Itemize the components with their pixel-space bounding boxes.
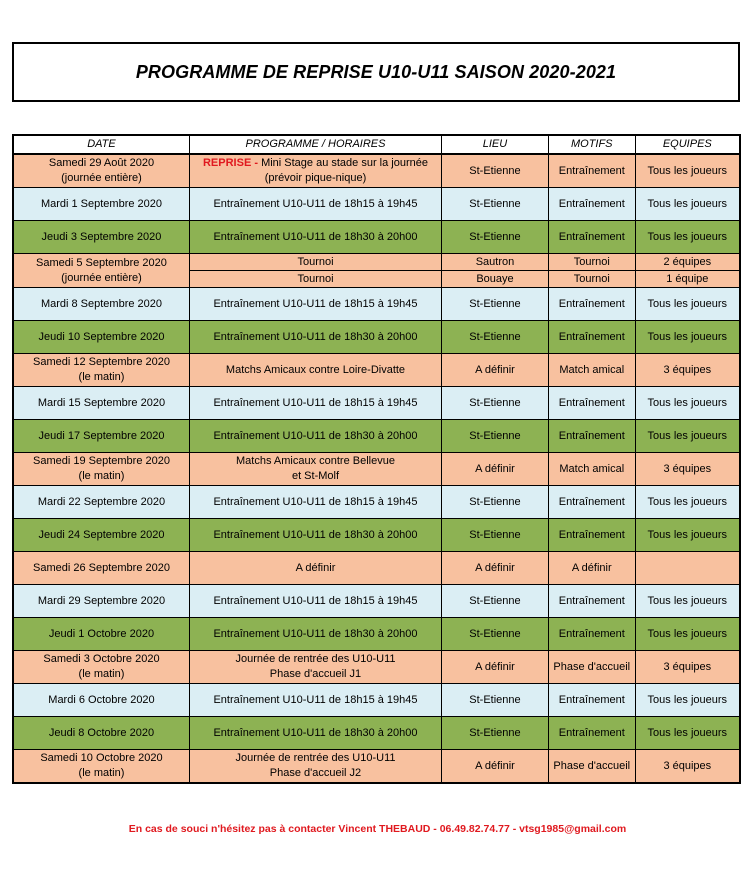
- equipe-cell: Tous les joueurs: [635, 154, 740, 188]
- programme-cell: Entraînement U10-U11 de 18h15 à 19h45: [189, 188, 441, 221]
- equipe-cell: Tous les joueurs: [635, 321, 740, 354]
- programme-cell-line2: Phase d'accueil J2: [269, 767, 362, 779]
- equipe-cell: Tous les joueurs: [635, 717, 740, 750]
- table-row: [13, 552, 740, 585]
- equipe-cell: Tous les joueurs: [635, 420, 740, 453]
- motif-cell: Entraînement: [548, 519, 635, 552]
- date-cell-line1: Samedi 5 Septembre 2020: [36, 256, 167, 269]
- schedule-table: [12, 134, 741, 784]
- header-motifs: MOTIFS: [548, 135, 635, 154]
- programme-cell: [189, 453, 441, 486]
- programme-cell-line1: Matchs Amicaux contre Bellevue: [236, 455, 395, 467]
- page-title: PROGRAMME DE REPRISE U10-U11 SAISON 2020-2021: [135, 61, 617, 82]
- motif-cell: Entraînement: [548, 387, 635, 420]
- programme-cell-line1: Journée de rentrée des U10-U11: [235, 653, 396, 665]
- programme-cell: Entraînement U10-U11 de 18h30 à 20h00: [189, 221, 441, 254]
- lieu-cell: Sautron: [442, 254, 549, 271]
- table-row: [13, 254, 740, 271]
- lieu-cell: A définir: [442, 354, 549, 387]
- equipe-cell: Tous les joueurs: [635, 684, 740, 717]
- table-row: [13, 188, 740, 221]
- programme-cell-line2: Phase d'accueil J1: [269, 668, 362, 680]
- table-row: [13, 154, 740, 188]
- lieu-cell: St-Etienne: [442, 321, 549, 354]
- motif-cell: Entraînement: [548, 486, 635, 519]
- programme-text: Mini Stage au stade sur la journée: [261, 157, 428, 169]
- programme-cell: [189, 154, 441, 188]
- table-row: [13, 618, 740, 651]
- date-cell: Mardi 15 Septembre 2020: [13, 387, 189, 420]
- date-cell-line2: (le matin): [78, 767, 125, 779]
- table-row: [13, 354, 740, 387]
- lieu-cell: A définir: [442, 552, 549, 585]
- programme-cell: A définir: [189, 552, 441, 585]
- equipe-cell: 2 équipes: [635, 254, 740, 271]
- date-cell: Mardi 6 Octobre 2020: [13, 684, 189, 717]
- date-cell: [13, 651, 189, 684]
- table-row: [13, 519, 740, 552]
- date-cell-line2: (le matin): [78, 470, 125, 482]
- table-row: [13, 420, 740, 453]
- header-row: [13, 135, 740, 154]
- lieu-cell: St-Etienne: [442, 618, 549, 651]
- date-cell: Jeudi 17 Septembre 2020: [13, 420, 189, 453]
- equipe-cell: 3 équipes: [635, 354, 740, 387]
- programme-cell: Entraînement U10-U11 de 18h30 à 20h00: [189, 321, 441, 354]
- motif-cell: Entraînement: [548, 618, 635, 651]
- date-cell-line1: Samedi 10 Octobre 2020: [40, 752, 163, 764]
- header-lieu: LIEU: [442, 135, 549, 154]
- lieu-cell: St-Etienne: [442, 585, 549, 618]
- date-cell: Jeudi 24 Septembre 2020: [13, 519, 189, 552]
- lieu-cell: St-Etienne: [442, 188, 549, 221]
- programme-cell: Entraînement U10-U11 de 18h30 à 20h00: [189, 717, 441, 750]
- date-cell: Mardi 29 Septembre 2020: [13, 585, 189, 618]
- table-row: [13, 717, 740, 750]
- date-cell-line2: (le matin): [78, 371, 125, 383]
- lieu-cell: Bouaye: [442, 271, 549, 288]
- equipe-cell: Tous les joueurs: [635, 188, 740, 221]
- date-cell: Jeudi 3 Septembre 2020: [13, 221, 189, 254]
- date-cell: Jeudi 8 Octobre 2020: [13, 717, 189, 750]
- programme-cell: Entraînement U10-U11 de 18h30 à 20h00: [189, 519, 441, 552]
- motif-cell: Phase d'accueil: [548, 750, 635, 784]
- table-row: [13, 750, 740, 784]
- motif-cell: Entraînement: [548, 154, 635, 188]
- motif-cell: Entraînement: [548, 221, 635, 254]
- header-date: DATE: [13, 135, 189, 154]
- lieu-cell: St-Etienne: [442, 717, 549, 750]
- programme-cell: Entraînement U10-U11 de 18h15 à 19h45: [189, 585, 441, 618]
- date-cell-line1: Samedi 19 Septembre 2020: [32, 455, 170, 467]
- lieu-cell: St-Etienne: [442, 387, 549, 420]
- equipe-cell: 3 équipes: [635, 750, 740, 784]
- title-box: [12, 42, 740, 102]
- lieu-cell: St-Etienne: [442, 154, 549, 188]
- motif-cell: Tournoi: [548, 271, 635, 288]
- motif-cell: Entraînement: [548, 717, 635, 750]
- motif-cell: Entraînement: [548, 420, 635, 453]
- date-cell-line2: (journée entière): [61, 271, 142, 284]
- programme-cell: Entraînement U10-U11 de 18h30 à 20h00: [189, 420, 441, 453]
- lieu-cell: St-Etienne: [442, 420, 549, 453]
- motif-cell: Match amical: [548, 354, 635, 387]
- equipe-cell: 3 équipes: [635, 453, 740, 486]
- motif-cell: A définir: [548, 552, 635, 585]
- motif-cell: Entraînement: [548, 321, 635, 354]
- motif-cell: Match amical: [548, 453, 635, 486]
- equipe-cell: 1 équipe: [635, 271, 740, 288]
- date-cell: Mardi 8 Septembre 2020: [13, 288, 189, 321]
- equipe-cell: 3 équipes: [635, 651, 740, 684]
- lieu-cell: St-Etienne: [442, 684, 549, 717]
- table-row: [13, 453, 740, 486]
- table-row: [13, 321, 740, 354]
- lieu-cell: St-Etienne: [442, 221, 549, 254]
- programme-cell: Entraînement U10-U11 de 18h15 à 19h45: [189, 387, 441, 420]
- header-programme: PROGRAMME / HORAIRES: [189, 135, 441, 154]
- lieu-cell: St-Etienne: [442, 486, 549, 519]
- programme-cell: Tournoi: [189, 271, 441, 288]
- lieu-cell: A définir: [442, 750, 549, 784]
- equipe-cell: Tous les joueurs: [635, 387, 740, 420]
- programme-cell: Entraînement U10-U11 de 18h15 à 19h45: [189, 486, 441, 519]
- motif-cell: Entraînement: [548, 585, 635, 618]
- programme-cell: Entraînement U10-U11 de 18h15 à 19h45: [189, 288, 441, 321]
- contact-footer: En cas de souci n'hésitez pas à contacter Vincent THEBAUD - 06.49.82.74.77 - vtsg1985@gmail.com: [128, 823, 627, 835]
- table-row: [13, 221, 740, 254]
- date-cell: Samedi 26 Septembre 2020: [13, 552, 189, 585]
- programme-cell: Entraînement U10-U11 de 18h15 à 19h45: [189, 684, 441, 717]
- programme-cell: Tournoi: [189, 254, 441, 271]
- motif-cell: Entraînement: [548, 188, 635, 221]
- lieu-cell: St-Etienne: [442, 519, 549, 552]
- equipe-cell: Tous les joueurs: [635, 519, 740, 552]
- table-row: [13, 486, 740, 519]
- motif-cell: Entraînement: [548, 684, 635, 717]
- reprise-label: REPRISE -: [202, 157, 262, 169]
- date-cell-line1: Samedi 12 Septembre 2020: [32, 356, 170, 368]
- table-row: [13, 387, 740, 420]
- lieu-cell: St-Etienne: [442, 288, 549, 321]
- equipe-cell: Tous les joueurs: [635, 486, 740, 519]
- lieu-cell: A définir: [442, 453, 549, 486]
- date-cell-line2: (le matin): [78, 668, 125, 680]
- table-row: [13, 585, 740, 618]
- date-cell-line1: Samedi 3 Octobre 2020: [43, 653, 160, 665]
- date-cell: Jeudi 10 Septembre 2020: [13, 321, 189, 354]
- date-cell: Jeudi 1 Octobre 2020: [13, 618, 189, 651]
- equipe-cell: [635, 552, 740, 585]
- motif-cell: Entraînement: [548, 288, 635, 321]
- date-cell: Mardi 22 Septembre 2020: [13, 486, 189, 519]
- date-cell: [13, 354, 189, 387]
- programme-cell-line2: et St-Molf: [291, 470, 340, 482]
- header-equipes: EQUIPES: [635, 135, 740, 154]
- equipe-cell: Tous les joueurs: [635, 585, 740, 618]
- lieu-cell: A définir: [442, 651, 549, 684]
- date-cell: [13, 154, 189, 188]
- date-cell: Mardi 1 Septembre 2020: [13, 188, 189, 221]
- table-row: [13, 684, 740, 717]
- programme-cell: [189, 651, 441, 684]
- table-row: [13, 288, 740, 321]
- programme-cell-line1: Journée de rentrée des U10-U11: [235, 752, 396, 764]
- date-text: Samedi 29 Août 2020: [48, 157, 155, 169]
- date-cell: [13, 750, 189, 784]
- programme-note: (prévoir pique-nique): [264, 172, 367, 184]
- date-note: (journée entière): [61, 172, 142, 184]
- equipe-cell: Tous les joueurs: [635, 618, 740, 651]
- date-cell: [13, 453, 189, 486]
- programme-cell: [189, 750, 441, 784]
- programme-cell: Matchs Amicaux contre Loire-Divatte: [189, 354, 441, 387]
- motif-cell: Phase d'accueil: [548, 651, 635, 684]
- motif-cell: Tournoi: [548, 254, 635, 271]
- programme-cell: Entraînement U10-U11 de 18h30 à 20h00: [189, 618, 441, 651]
- equipe-cell: Tous les joueurs: [635, 288, 740, 321]
- equipe-cell: Tous les joueurs: [635, 221, 740, 254]
- table-row: [13, 651, 740, 684]
- date-cell: [13, 254, 189, 288]
